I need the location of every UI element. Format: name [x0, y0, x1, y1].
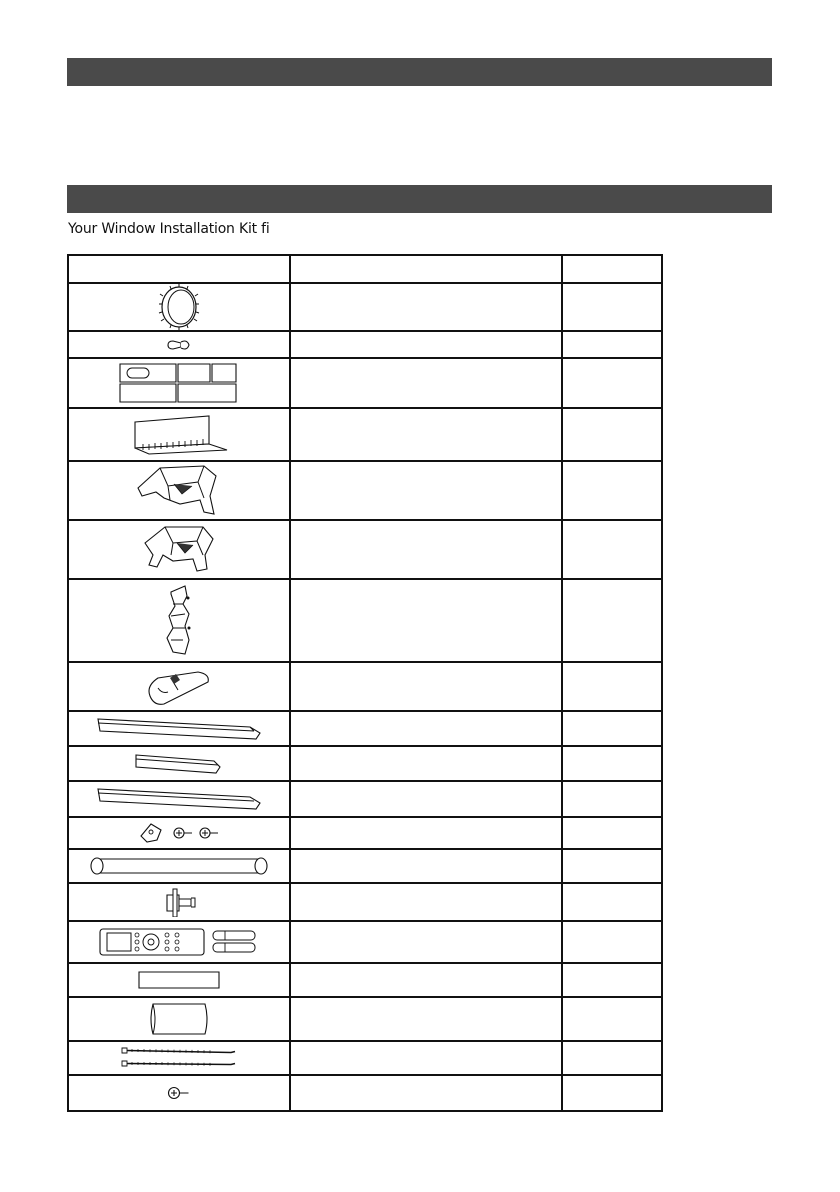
part-qty — [562, 520, 662, 579]
parts-table — [67, 254, 663, 1112]
sleeve-icon — [68, 997, 290, 1041]
part-qty — [562, 1075, 662, 1111]
part-name — [290, 711, 562, 746]
table-row — [68, 461, 662, 520]
part-name — [290, 461, 562, 520]
section-header-band — [67, 58, 772, 86]
table-row — [68, 849, 662, 883]
table-row — [68, 331, 662, 358]
header-part — [68, 255, 290, 283]
part-qty — [562, 358, 662, 408]
header-qty — [562, 255, 662, 283]
table-row — [68, 520, 662, 579]
header-name — [290, 255, 562, 283]
window-adapter-c-icon — [68, 579, 290, 662]
table-header-row — [68, 255, 662, 283]
part-qty — [562, 711, 662, 746]
part-name — [290, 579, 562, 662]
part-name — [290, 358, 562, 408]
table-row — [68, 1075, 662, 1111]
table-row — [68, 358, 662, 408]
support-bracket-icon — [68, 408, 290, 461]
part-name — [290, 283, 562, 331]
part-name — [290, 921, 562, 963]
part-name — [290, 1075, 562, 1111]
exhaust-hose-icon — [68, 849, 290, 883]
part-qty — [562, 746, 662, 781]
part-name — [290, 746, 562, 781]
table-row — [68, 662, 662, 711]
part-name — [290, 781, 562, 817]
part-qty — [562, 817, 662, 849]
part-name — [290, 662, 562, 711]
table-row — [68, 963, 662, 997]
table-row — [68, 711, 662, 746]
table-row — [68, 781, 662, 817]
table-row — [68, 921, 662, 963]
long-slide-panel-icon — [68, 711, 290, 746]
table-row — [68, 817, 662, 849]
remote-and-batteries-icon — [68, 921, 290, 963]
part-name — [290, 1041, 562, 1075]
part-name — [290, 520, 562, 579]
part-qty — [562, 1041, 662, 1075]
table-row — [68, 746, 662, 781]
drain-connector-icon — [68, 883, 290, 921]
intro-text: Your Window Installation Kit fi — [68, 221, 270, 237]
part-qty — [562, 662, 662, 711]
part-name — [290, 963, 562, 997]
part-name — [290, 331, 562, 358]
part-name — [290, 817, 562, 849]
foam-strip-icon — [68, 963, 290, 997]
lock-bracket-and-screws-icon — [68, 817, 290, 849]
table-row — [68, 883, 662, 921]
part-qty — [562, 283, 662, 331]
screw-icon — [68, 1075, 290, 1111]
part-name — [290, 997, 562, 1041]
foam-seal-pieces-icon — [68, 358, 290, 408]
long-slide-panel-2-icon — [68, 781, 290, 817]
part-qty — [562, 963, 662, 997]
part-qty — [562, 461, 662, 520]
part-qty — [562, 781, 662, 817]
cable-ties-icon — [68, 1041, 290, 1075]
table-row — [68, 408, 662, 461]
part-qty — [562, 408, 662, 461]
exhaust-connector-icon — [68, 283, 290, 331]
short-slide-panel-icon — [68, 746, 290, 781]
part-qty — [562, 883, 662, 921]
adapter-cap-icon — [68, 662, 290, 711]
part-name — [290, 408, 562, 461]
rivet-icon — [68, 331, 290, 358]
table-row — [68, 1041, 662, 1075]
section-header-band — [67, 185, 772, 213]
part-qty — [562, 331, 662, 358]
table-row — [68, 283, 662, 331]
part-qty — [562, 997, 662, 1041]
table-row — [68, 579, 662, 662]
part-qty — [562, 579, 662, 662]
part-qty — [562, 921, 662, 963]
part-name — [290, 883, 562, 921]
window-adapter-b-icon — [68, 520, 290, 579]
window-adapter-a-icon — [68, 461, 290, 520]
table-row — [68, 997, 662, 1041]
part-name — [290, 849, 562, 883]
part-qty — [562, 849, 662, 883]
